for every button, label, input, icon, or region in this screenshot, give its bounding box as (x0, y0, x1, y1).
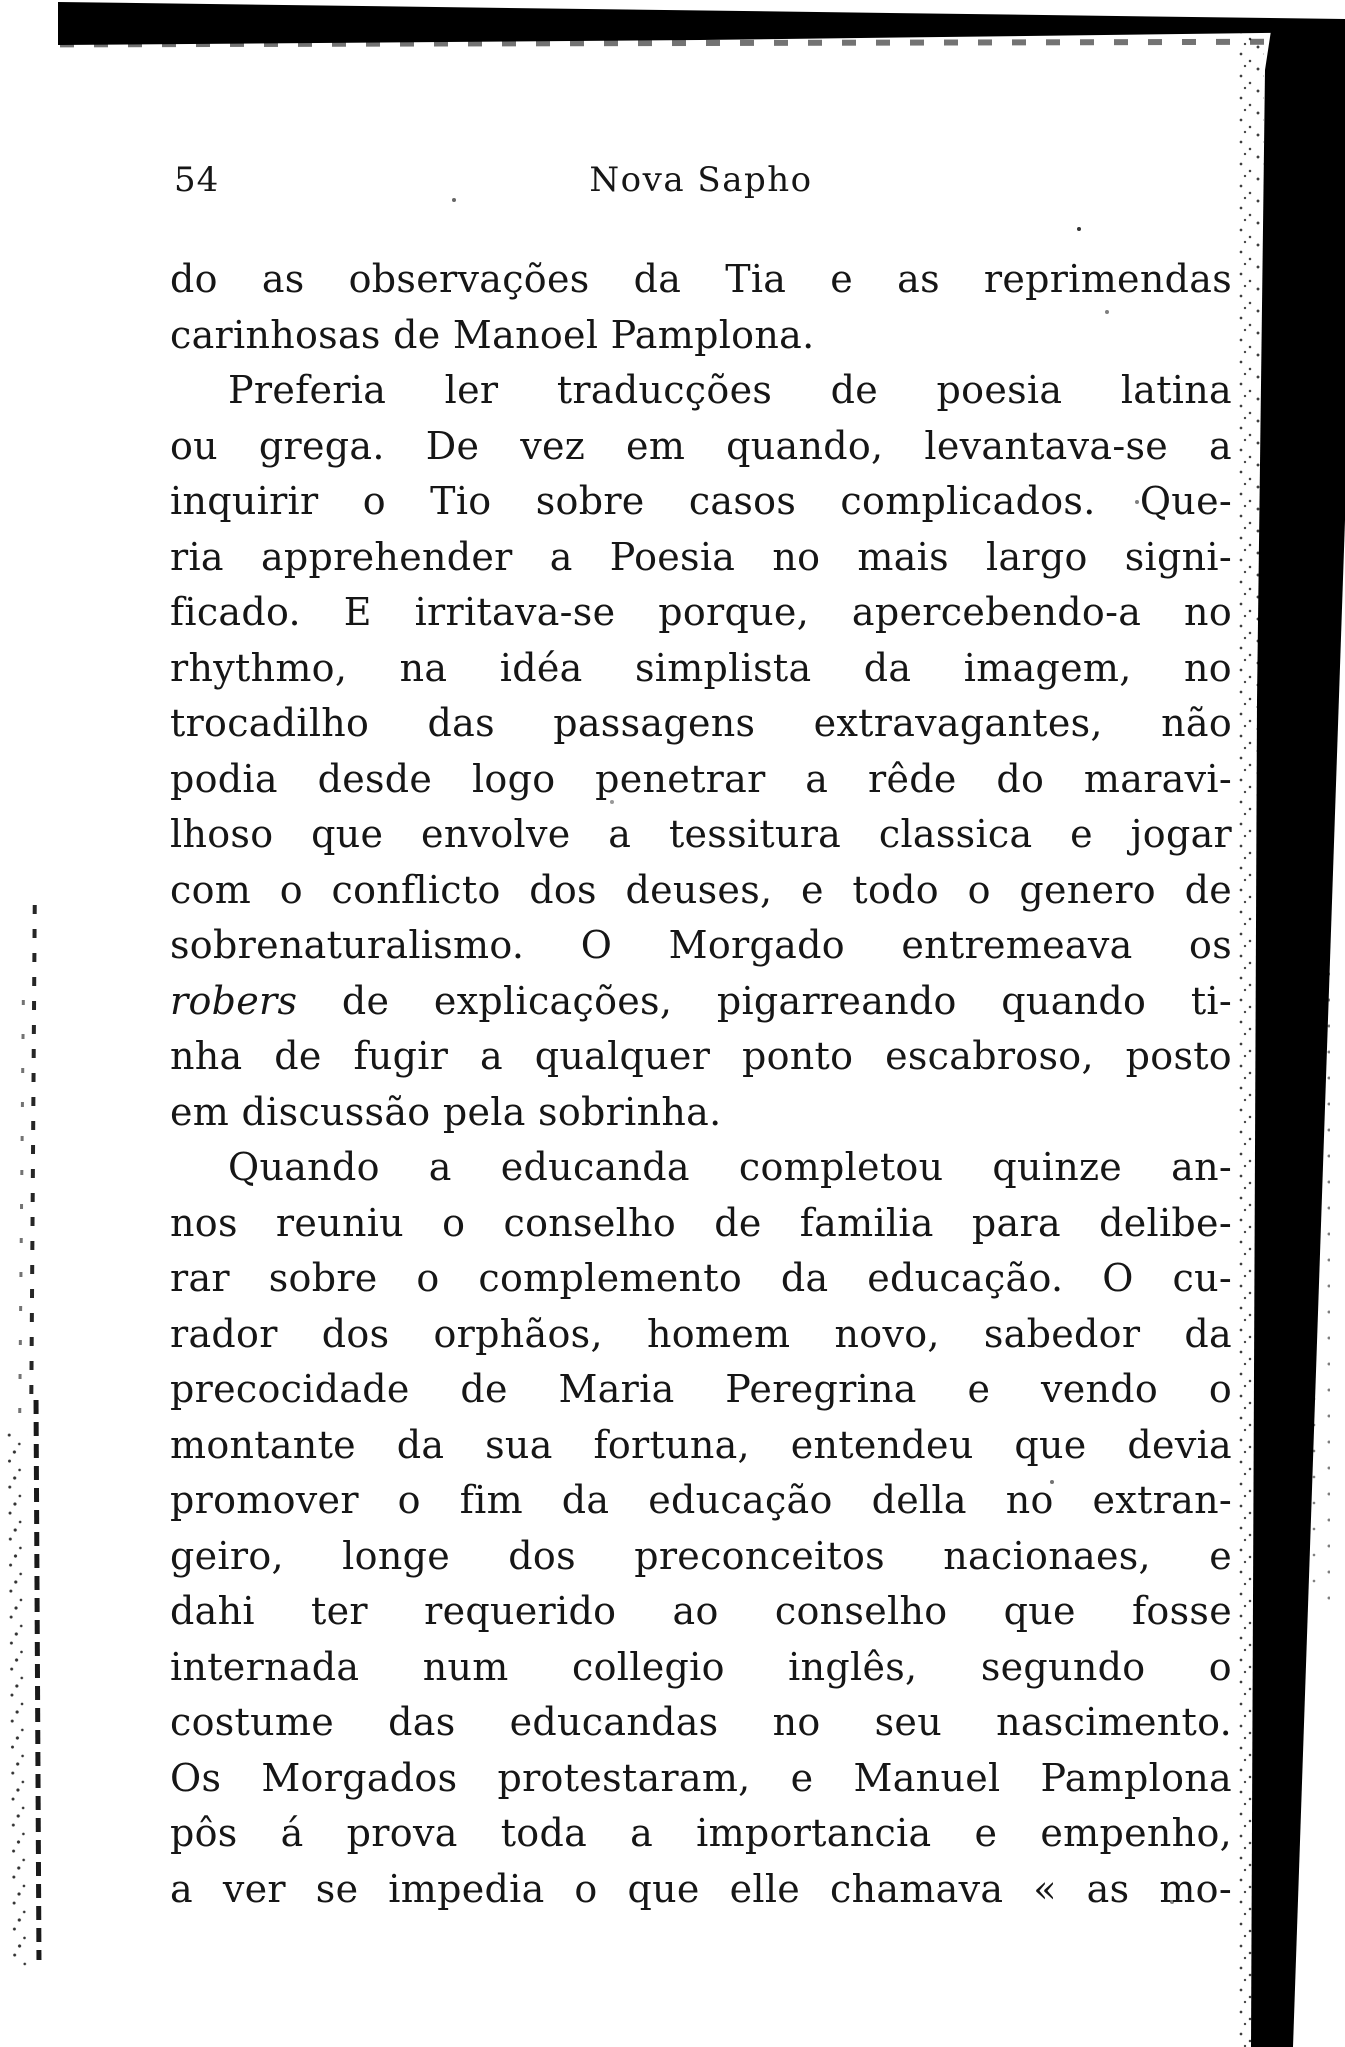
body-line-segment: Preferia ler traducções de poesia latina (228, 368, 1232, 412)
body-line (170, 807, 1232, 863)
running-head (170, 160, 1232, 206)
running-title: Nova Sapho (589, 160, 813, 200)
body-line (170, 1473, 1232, 1529)
scan-artifact-binding-speckle (1238, 28, 1264, 2047)
body-line (170, 1806, 1232, 1862)
body-line (170, 1140, 1232, 1196)
body-line (170, 252, 1232, 308)
body-line-segment: rar sobre o complemento da educação. O cu- (170, 1256, 1232, 1300)
scan-artifact-binding-speckle-outer (1296, 500, 1330, 1600)
body-line-segment: precocidade de Maria Peregrina e vendo o (170, 1367, 1232, 1411)
body-line (170, 419, 1232, 475)
body-line (170, 474, 1232, 530)
body-line-segment: geiro, longe dos preconceitos nacionaes, e (170, 1533, 1232, 1578)
body-line-segment: com o conflicto dos deuses, e todo o genero de (170, 867, 1232, 912)
body-line (170, 1529, 1232, 1585)
scan-artifact-left-noise (18, 1000, 25, 1420)
body-line (170, 530, 1232, 586)
body-line-segment: nos reuniu o conselho de familia para delibe- (170, 1200, 1232, 1245)
body-line-segment: ria apprehender a Poesia no mais largo signi- (170, 534, 1232, 579)
body-line-segment: lhoso que envolve a tessitura classica e jogar (170, 812, 1232, 856)
body-line (170, 1029, 1232, 1085)
scan-artifact-top-wedge (0, 0, 1345, 60)
scan-speck (1077, 227, 1081, 231)
body-line-segment: trocadilho das passagens extravagantes, não (170, 701, 1232, 745)
body-line (170, 1307, 1232, 1363)
body-line-segment: Quando a educanda completou quinze an- (228, 1145, 1232, 1189)
body-line (170, 1362, 1232, 1418)
body-line-segment: sobrenaturalismo. O Morgado entremeava os (170, 923, 1232, 967)
body-line (170, 363, 1232, 419)
body-line (170, 1862, 1232, 1918)
body-line (170, 1584, 1232, 1640)
body-line (170, 1196, 1232, 1252)
scan-artifact-left-noise (29, 905, 36, 1405)
body-line (170, 1695, 1232, 1751)
body-line (170, 863, 1232, 919)
body-line-italic-segment: robers (170, 978, 298, 1023)
body-line-segment: inquirir o Tio sobre casos complicados. Que- (170, 479, 1232, 523)
body-line-segment: Os Morgados protestaram, e Manuel Pamplona (170, 1755, 1232, 1800)
body-line (170, 1418, 1232, 1474)
body-line-segment: do as observações da Tia e as reprimendas (170, 257, 1232, 301)
body-line-segment: em discussão pela sobrinha. (170, 1089, 722, 1134)
body-line-segment: ficado. E irritava-se porque, apercebendo-a no (170, 590, 1232, 634)
body-line-segment: rador dos orphãos, homem novo, sabedor da (170, 1311, 1232, 1356)
body-line-segment: internada num collegio inglês, segundo o (170, 1644, 1232, 1689)
scan-artifact-left-noise (5, 1430, 33, 1970)
body-line-segment: promover o fim da educação della no extran- (170, 1478, 1232, 1522)
body-line (170, 696, 1232, 752)
body-line-segment: pôs á prova toda a importancia e empenho, (170, 1811, 1232, 1855)
body-line-segment: de explicações, pigarreando quando ti- (297, 978, 1232, 1023)
body-line (170, 1251, 1232, 1307)
body-line (170, 974, 1232, 1030)
body-line (170, 752, 1232, 808)
body-line-segment: nha de fugir a qualquer ponto escabroso, posto (170, 1034, 1232, 1078)
body-line (170, 918, 1232, 974)
page-number: 54 (174, 160, 220, 200)
body-line-segment: carinhosas de Manoel Pamplona. (170, 312, 815, 357)
scan-artifact-left-noise (34, 1400, 42, 1960)
body-line-segment: montante da sua fortuna, entendeu que devia (170, 1422, 1232, 1467)
body-text (170, 252, 1232, 1917)
body-line-segment: a ver se impedia o que elle chamava « as mo- (170, 1866, 1232, 1911)
body-line (170, 1085, 1232, 1141)
body-line-segment: rhythmo, na idéa simplista da imagem, no (170, 645, 1232, 690)
body-line (170, 1640, 1232, 1696)
body-line-segment: costume das educandas no seu nascimento. (170, 1700, 1232, 1744)
body-line (170, 585, 1232, 641)
body-line-segment: dahi ter requerido ao conselho que fosse (170, 1589, 1232, 1633)
body-line (170, 641, 1232, 697)
body-line-segment: ou grega. De vez em quando, levantava-se a (170, 423, 1232, 468)
body-line (170, 1751, 1232, 1807)
body-line-segment: podia desde logo penetrar a rêde do maravi- (170, 756, 1232, 801)
body-line (170, 308, 1232, 364)
scan-artifact-top-fray (60, 39, 1345, 48)
